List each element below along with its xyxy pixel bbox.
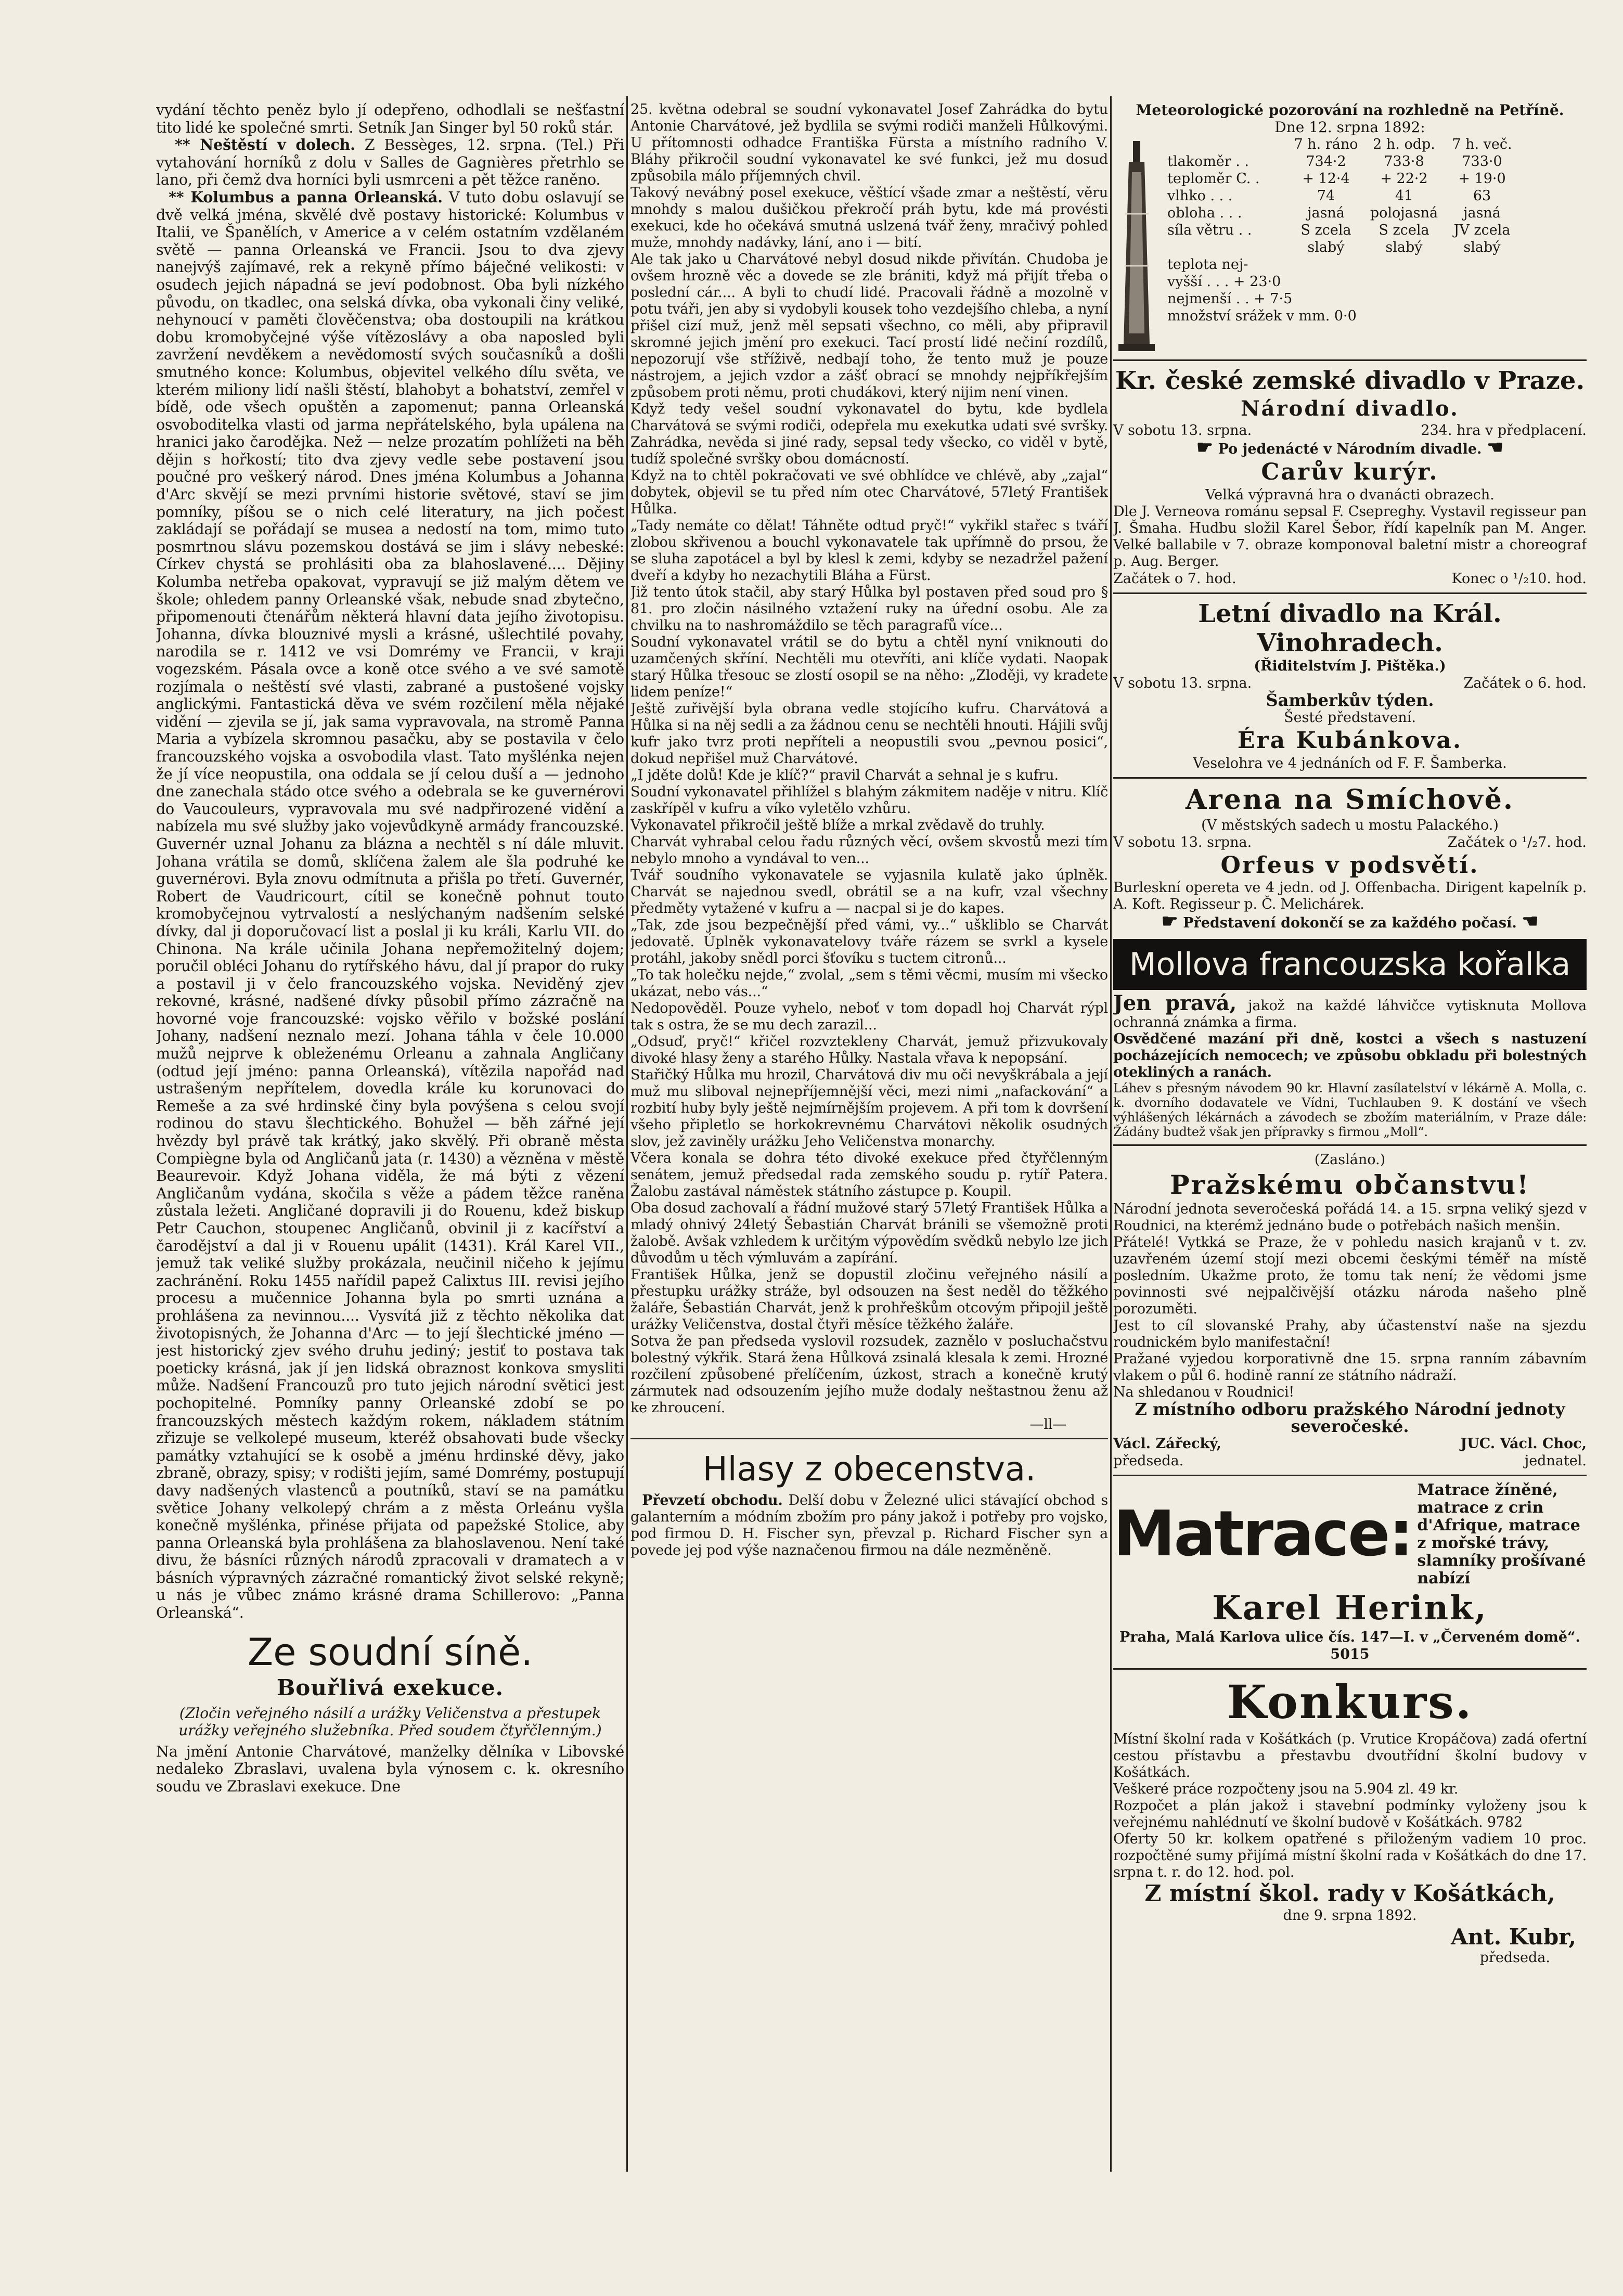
article-paragraph: Stařičký Hůlka mu hrozil, Charvátová div mu oči nevyškrábala a její muž mu sliboval nejnepříjemnější věci, mezi nimi „nafackování“ a rozbití huby byly ještě nejmírnějším projevem. A při tom k dovršení všeho připletlo se horkokrevnému Charvátovi několik osudných slov, jež zaviněly urážku Jeho Veličenstva monarchy. [630,1067,1108,1150]
meteo-row: obloha . . . jasná polojasná jasná [1167,205,1501,221]
theatre-note: ☛ Představení dokončí se za každého počasí. ☚ [1161,910,1539,932]
theatre-play-desc: Šesté představení. [1284,710,1416,726]
theatre-date-line: V sobotu 13. srpna. Začátek o ¹/₂7. hod. [1113,834,1587,850]
appeal-title: Pražskému občanstvu! [1169,1169,1530,1200]
theatre-play-title: Éra Kubánkova. [1237,727,1463,754]
meteo-extra: nejmenší . . + 7·5 [1167,291,1293,307]
theatre-summer-title: Letní divadlo na Král. Vinohradech. [1198,599,1502,657]
article-title: Bouřlivá exekuce. [276,1674,504,1700]
meteo-row: síla větru . . S zcela slabý S zcela slabý JV zcela slabý [1167,222,1511,255]
article-paragraph: Vykonavatel přikročil ještě blíže a mrkal zvědavě do truhly. [630,817,1045,833]
ad-matrace [1113,1481,1587,1588]
section-heading-court: Ze soudní síně. [247,1630,533,1674]
theatre-note: ☛ Po jedenácté v Národním divadle. ☚ [1196,436,1504,458]
meteo-block [1113,136,1587,354]
article-paragraph: Včera konala se dohra této divoké exekuce před čtyřčlenným senátem, jemuž předsedal rada zemského soudu p. rytíř Patera. Žalobu zastával náměstek státního zástupce p. Koupil. [630,1150,1108,1199]
ad-mollova-fineprint: Láhev s přesným návodem 90 kr. Hlavní zasílatelství v lékárně A. Molla, c. k. dvorního dodavatele ve Vídni, Tuchlauben 9. K dostání ve všech výhlášených lékárnách a závodech se zbožím materiálním, v Praze dále: Žádány budtež však jen přípravky s firmou „Moll“. [1113,1081,1587,1139]
theatre-play-title: Carův kurýr. [1261,459,1439,485]
ad-mollova-banner: Mollova francouzska kořalka [1113,939,1587,990]
article-paragraph: Ale tak jako u Charvátové nebyl dosud nikde přivítán. Chudoba je ovšem hrozně věc a dovede se zle brániti, když má přijít třeba o poslední cár.... A byli to chudí lidé. Pracovali řádně a mozolně v potu tváři, jen aby si vydobyli kousek toho vezdejšího chleba, a nyní přišel cizí muž, jenž měl sepsati všechno, co měli, aby připravil skromné jejich jmění pro exekuci. Tací prostí lidé nečiní rozdílů, nepozorují vše stříživě, nedbají toho, že tento muž je pouze nástrojem, a jejich vzdor a zášť obrací se mnohdy nejpříkřejším způsobem proti němu, proti chudákovi, který nijim není vinen. [630,251,1108,401]
article-paragraph: vydání těchto peněz bylo jí odepřeno, odhodlali se nešťastní tito lidé ke společné smrti. Setník Jan Singer byl 50 roků stár. [156,101,624,136]
news-item-text: Z Bessèges, 12. srpna. (Tel.) Při vytahování horníků z dolu v Salles de Gagnières přetrhlo se lano, při čemž dva horníci byli usmrceni a pět těžce raněno. [156,136,624,189]
article-paragraph: „I jděte dolů! Kde je klíč?“ pravil Charvát a sehnal je s kufru. [630,767,1059,783]
theatre-national-title: Kr. české zemské divadlo v Praze. [1115,366,1585,395]
theatre-summer-sub: (Řiditelstvím J. Pištěka.) [1254,658,1446,674]
theatre-play-desc: Burleskní opereta ve 4 jedn. od J. Offenbacha. Dirigent kapelník p. A. Koft. Regisseur p. Č. Melichárek. [1113,880,1587,912]
article-signature: —ll— [1029,1416,1066,1433]
article-paragraph: Oba dosud zachovalí a řádní mužové starý 57letý František Hůlka a mladý ohnivý 24letý Šebastián Charvát bránili se všemožně proti žalobě. Avšak vzhledem k určitým výpovědím svědků nebylo lze jich důvodům u těch výmluvám a zapírání. [630,1200,1108,1266]
theatre-cast: Dle J. Verneova románu sepsal F. Csepreghy. Vystavil regisseur pan J. Šmaha. Hudbu složil Karel Šebor, řídí kapelník pan M. Anger. Velké ballabile v 7. obraze komponoval baletní mistr a choreograf p. Aug. Berger. [1113,504,1587,570]
column-middle [630,101,1108,2208]
appeal-signature-head: Z místního odboru pražského Národní jednoty severočeské. [1135,1399,1565,1436]
divider [1113,1475,1587,1476]
meteo-row: tlakoměr . . 734·2 733·8 733·0 [1167,153,1502,170]
divider [630,1438,1108,1439]
article-paragraph: Charvát vyhrabal celou řadu různých věcí, ovšem skvostů mezi tím nebylo mnoho a vyndával to ven... [630,834,1108,867]
theatre-arena-sub: (V městských sadech u mostu Palackého.) [1201,817,1499,833]
article-paragraph: Nedopověděl. Pouze vyhelo, neboť v tom dopadl hoj Charvát rýpl tak s ostra, že se mu dech zarazil... [630,1000,1108,1033]
notice-text: Delší dobu v Železné ulici stávající obchod s galanterním a módním zbožím pro pány jakož i potřeby pro vojsko, pod firmou D. H. Fischer syn, převzal p. Richard Fischer syn a povede jej pod výše naznačenou firmou na dále nezměněně. [630,1492,1108,1558]
article-paragraph: Ještě zuřivější byla obrana vedle stojícího kufru. Charvátová a Hůlka si na něj sedli a za žádnou cenu se nechtěli hnouti. Hájili svůj kufr jako tvrz proti nepříteli a neopustili svou „pevnou posici“, dokud nepřišel muž Charvátové. [630,701,1108,767]
konkurs-signature-role: předseda. [1479,1950,1550,1966]
pointing-hand-icon: ☛ [1161,910,1178,932]
article-paragraph: Již tento útok stačil, aby starý Hůlka byl postaven před soud pro § 81. pro zločin násilného vztažení ruky na úřední osobu. Ale za chvilku na to nashromáždilo se těch paragrafů více... [630,584,1108,634]
meteo-table [1167,136,1587,354]
theatre-national-sub: Národní divadlo. [1241,396,1459,421]
meteo-title: Meteorologické pozorování na rozhledně na Petříně. [1136,101,1564,119]
konkurs-signature: Ant. Kubr, [1451,1924,1576,1950]
divider [1113,777,1587,779]
meteo-date: Dne 12. srpna 1892: [1274,119,1425,136]
konkurs-paragraph: Místní školní rada v Košátkách (p. Vrutice Kropáčova) zadá ofertní cestou přístavbu a přestavbu dvoutřídní školní budovy v Košátkách. [1113,1731,1587,1781]
article-paragraph: Sotva že pan předseda vyslovil rozsudek, zaznělo v posluchačstvu bolestný výkřik. Stará žena Hůlková zsinalá klesala k zemi. Hrozné rozčilení způsobené přelíčením, úzkost, strach a konečně krutý zármutek nad odsouzením jejího muže dodaly neštastnou ženu až ke zhroucení. [630,1333,1108,1416]
notice-business-transfer [630,1492,1108,1559]
theatre-play-title: Orfeus v podsvětí. [1220,852,1479,879]
divider [1113,1144,1587,1146]
news-item-mining-accident [156,136,624,189]
column-left [156,101,624,2208]
ad-matrace-text: Matrace žíněné, matrace z crin d'Afrique, matrace z mořské trávy, slamníky prošívané nabízí [1417,1481,1586,1588]
zaslano-label: (Zasláno.) [1314,1152,1386,1168]
article-paragraph: Soudní vykonavatel přihlížel s blahým zákmitem naděje v nitru. Klíč zaskřípěl v kufru a víko vyletělo vzhůru. [630,784,1108,817]
observation-tower-icon [1113,136,1160,354]
article-paragraph: „Odsuď, pryč!“ křičel rozvztekleny Charvát, jemuž přizvukovaly divoké hlasy ženy a starého Hůlky. Nastala vřava k nepopsání. [630,1034,1108,1066]
konkurs-paragraph: Oferty 50 kr. kolkem opatřené s přiloženým vadiem 10 proc. rozpočtěné sumy přijímá místní školní rada v Košátkách do dne 17. srpna t. r. do 12. hod. pol. [1113,1831,1587,1880]
theatre-play-desc: Veselohra ve 4 jednáních od F. F. Šamberka. [1193,755,1507,771]
article-paragraph: Když tedy vešel soudní vykonavatel do bytu, kde bydlela Charvátová se svými rodiči, odepřela mu exekutka udati své svršky. Zahrádka, nevěda si jiné rady, sepsal tedy všecko, co viděl v bytě, tudíž společné svršky obou domácností. [630,401,1108,467]
divider [1113,1668,1587,1670]
column-divider [1110,96,1112,2172]
notice-headline: Převzetí obchodu. [642,1492,783,1508]
appeal-paragraph: Jest to cíl slovanské Prahy, aby účastenství naše na sjezdu roudnickém bylo manifestační! [1113,1318,1587,1350]
theatre-play-desc: Velká výpravná hra o dvanácti obrazech. [1205,487,1495,503]
divider [1113,592,1587,594]
theatre-play-title: Šamberkův týden. [1266,690,1434,710]
pointing-hand-icon: ☚ [1486,436,1504,458]
news-item-columbus [156,189,624,1622]
konkurs-paragraph: Rozpočet a plán jakož i stavební podmínky vyloženy jsou k veřejnému nahlédnutí ve školní budově v Košátkách. 9782 [1113,1798,1587,1830]
article-paragraph: Na jmění Antonie Charvátové, manželky dělníka v Libovské nedaleko Zbraslavi, uvalena byla výnosem c. k. okresního soudu ve Zbraslavi exekuce. Dne [156,1743,624,1795]
meteo-row: teploměr C. . + 12·4 + 22·2 + 19·0 [1167,171,1506,187]
news-item-headline: ** Kolumbus a panna Orleanská. [169,188,443,206]
article-paragraph: 25. května odebral se soudní vykonavatel Josef Zahrádka do bytu Antonie Charvátové, jež bydlila se svými rodiči manželi Hůlkovými. U přítomnosti odhadce Františka Fürsta a místního radního V. Bláhy přikročil soudní vykonavatel ke své funkci, jež mu dosud způsobila málo příjemných chvil. [630,101,1108,184]
pointing-hand-icon: ☛ [1196,436,1214,458]
ad-mollova-lead: Jen pravá, jakož na každé láhvičce vytisknuta Mollova ochranná známka a firma. [1113,991,1587,1030]
ad-matrace-name: Karel Herink, [1212,1589,1488,1628]
ad-mollova-text: Osvědčené mazání při dně, kostci a všech s nastuzení pocházejících nemocech; ve způsobu obkladu při bolestných otekliných a ranách. [1113,1031,1587,1080]
column-divider [626,96,628,2172]
appeal-paragraph: Na shledanou v Roudnici! [1113,1384,1295,1400]
article-paragraph: „To tak holečku nejde,“ zvolal, „sem s těmi věcmi, musím mi všecko ukázat, nebo vás...“ [630,967,1108,1000]
theatre-date-line: V sobotu 13. srpna. 234. hra v předplacení. [1113,422,1587,438]
konkurs-date: dne 9. srpna 1892. [1283,1907,1417,1924]
meteo-row: vlhko . . . 74 41 63 [1167,188,1491,204]
divider [1113,359,1587,361]
theatre-date-line: V sobotu 13. srpna. Začátek o 6. hod. [1113,675,1587,691]
appeal-signatures: Václ. Zářecký, JUC. Václ. Choc, [1113,1436,1587,1452]
article-intro: (Zločin veřejného násilí a urážky Veličenstva a přestupek urážky veřejného služebníka. Před soudem čtyřčlenným.) [178,1704,602,1739]
news-item-headline: ** Neštěstí v dolech. [175,136,355,154]
news-item-text: V tuto dobu oslavují se dvě velká jména, skvělé dvě postavy historické: Kolumbus v Italii, ve Španělích, v Americe a v celém ostatním vzdělaném světě — panna Orleanská ve Francii. Jsou to dva zjevy nanejvýš zajímavé, rek a rekyně přímo báječné velikosti: v osudech jejich nápadná se jeví podobnost. Oba byli nízkého původu, on tkadlec, ona selská dívka, oba vykonali činy veliké, nehynoucí v paměti člověčenstva; oba dostoupili na krátkou dobu kromobyčejné výše vítězoslávy a oba naposled byli zavržení nevděkem a nevědomostí svých současníků a došli smutného konce: Kolumbus, objevitel velkého dílu světa, ve kterém miliony lidí našli štěstí, blahobyt a bohatství, zemřel v bídě, ode všech opuštěn a zapomenut; panna Orleanská osvoboditelka vlasti od jarma nepřátelského, byla upálena na hranici jako čarodějka. Než — nelze prozatím pohlížeti na běh dějin s hořkostí; tito dva zjevy vedle sebe postavení jsou poučné pro veškerý národ. Dnes jména Kolumbus a Johanna d'Arc skvějí se mezi prvními historie světové, staví se jim pomníky, píšou se o nich celé literatury, na jich počest zakládají se pořádají se musea a nedostí na tom, mimo tuto posmrtnou slávu pozemskou dostává se jim i slávy nebeské: Církev chystá se prohlásiti oba za blahoslavené.... Dějiny Kolumba netřeba opakovat, vypravují se již malým dětem ve škole; ohledem panny Orleanské však, nebude snad zbytečno, připomenouti čtenářům některá hlavní data jejího životopisu. Johanna, dívka blouznivé mysli a krásné, ušlechtilé povahy, narodila se r. 1412 ve vsi Domrémy ve Francii, v kraji vogezském. Pásala ovce a koně otce svého a ve své samotě rozjímala o neštěstí své vlasti, zabrané a pustošené vojsky anglickými. Fantastická děva ve svém rozčilení měla nějaké vidění — zjevila se jí, jak sama vypravovala, na stromě Panna Maria a vybízela skromnou pasačku, aby se postavila v čelo francouzského vojska a osvobodila vlast. Tato myšlénka nejen že jí více neopustila, ona oddala se jí celou duší a — jednoho dne zanechala stádo otce svého a odebrala se ke guvernérovi do Vaucouleurs, vypravovala mu své nadpřirozené vidění a nabízela mu své služby jako vojevůdkyně armády francouzské. Guvernér uznal Johanu za blázna a nechtěl s ní dále mluvit. Johana vrátila se domů, sklíčena žalem ale šla podruhé ke guvernérovi. Byla znovu odmítnuta a přišla po třetí. Guvernér, Robert de Vaudricourt, cítil se konečně pohnut touto kromobyčejnou vytrvalostí a neslýchaným nadšením selské dívky, dal ji doporučovací list a poslal ji ku králi, Karlu VII. do Chinona. Na krále učinila Johana nepřemožitelný dojem; poručil obléci Johanu do rytířského hávu, dal jí prapor do ruky a postavil ji v čelo francouzského vojska. Neviděný zjev rekovné, krásné, nadšené dívky působil přímo zázračně na hovorné voje francouzské: vojsko věřilo v božské poslání Johany, nadšení neznalo mezí. Johana táhla v čele 10.000 mužů nejprve k obleženému Orleanu a zahnala Angličany (odtud její jméno: panna Orleanská), vítězila napořád nad ustrašeným nepřítelem, dovedla krále ku korunovaci do Remeše a za své hrdinské činy byla povýšena s celou svojí rodinou do stavu šlechtického. Bohužel — běh zářné její hvězdy byl právě tak krátký, jako skvělý. Při obraně města Compiègne byla od Angličanů jata (r. 1430) a vězněna v městě Beaurevoir. Když Johana viděla, že má býti z vězení Angličanům vydána, skočila s věže a pádem těžce raněna zůstala ležeti. Angličané dopravili ji do Rouenu, kdež biskup Petr Cauchon, stoupenec Angličanů, obvinil ji z kacířství a čarodějství a dal ji v Rouenu upálit (1431). Král Karel VII., jemuž tak veliké služby prokázala, neučinil ničeho k jejímu zachránění. Roku 1455 nařídil papež Calixtus III. revisi jejího procesu a mučennice Johanna byla po smrti uznána a prohlášena za nevinnou.... Vysvítá již z těchto několika dat životopisných, že Johanna d'Arc — to její šlechtické jméno — jest historický zjev svého druhu jediný; jestiť to postava tak poeticky krásná, jak jí jen lidská obraznost konkova smysliti může. Nadšení Francouzů pro tuto jejich národní světici jest pochopitelné. Pomníky panny Orleanské zdobí se po francouzských městech každým rokem, nákladem státním zřizuje se velkolepé museum, kteréž obsahovati bude všecky památky vztahující se k osobě a jménu hrdinské děvy, jako zbraně, obrazy, spisy; v rodišti jejím, samé Domrémy, postupují davy nadšených vlastenců a poutníků, staví se na památku světice Johany velkolepý chrám a z města Orleánu vyšla konečně myšlénka, přinése přijata od papežské Stolice, aby panna Orleanská byla prohlášena za blahoslavenou. Není také divu, že básníci různých národů zpracovali v dramatech a v básních výpravných zázračné romantický život selské rekyně; u nás je vůbec známo krásné drama Schillerovo: „Panna Orleanská“. [156,188,624,1622]
article-paragraph: Tvář soudního vykonavatele se vyjasnila kulatě jako úplněk. Charvát se najednou svedl, obrátil se a na kufr, vzal všechny předměty vytažené v kufru a — nacpal si je do kapes. [630,867,1108,917]
theatre-time-line: Začátek o 7. hod. Konec o ¹/₂10. hod. [1113,571,1587,587]
appeal-paragraph: Pražané vyjedou korporativně dne 15. srpna ranním zábavním vlakem o půl 6. hodině ranní ze státního nádraží. [1113,1351,1587,1384]
pointing-hand-icon: ☚ [1522,910,1539,932]
appeal-paragraph: Přátelé! Vytkká se Praze, že v pohledu nasich krajanů v t. zv. uzavřeném území stojí mezi obcemi českými téměř na místě posledním. Ukažme proto, že tomu tak není; že vědomi jsme povinnosti své nejpalčivější otázku národa našeho plně porozuměti. [1113,1234,1587,1317]
column-right [1113,101,1587,2208]
appeal-paragraph: Národní jednota severočeská pořádá 14. a 15. srpna veliký sjezd v Roudnici, na kterémž jednáno bude o potřebách našich menšin. [1113,1201,1587,1234]
appeal-signature-roles: předseda. jednatel. [1113,1453,1587,1469]
article-paragraph: „Tak, zde jsou bezpečnější před vámi, vy...“ uškliblo se Charvát jedovatě. Úplněk vykonavatelovy tváře rázem se svrkl a kysele protáhl, jakoby snědl porci šťovíku s tuctem citronů... [630,917,1108,966]
meteo-extra: teplota nej- [1167,256,1248,273]
ad-konkurs-title: Konkurs. [1227,1675,1473,1729]
ad-matrace-big: Matrace: [1113,1498,1412,1570]
meteo-extra: vyšší . . . + 23·0 [1167,274,1281,290]
article-paragraph: František Hůlka, jenž se dopustil zločinu veřejného násilí a přestupku urážky stráže, byl odsouzen na šest neděl do těžkého žaláře, Šebastián Charvát, jenž k prohřeškům otcovým připojil ještě urážky Veličenstva, dostal čtyři měsíce těžkého žaláře. [630,1267,1108,1333]
ad-matrace-address: Praha, Malá Karlova ulice čís. 147—I. v „Červeném domě“. 5015 [1119,1629,1580,1662]
article-paragraph: Takový nevábný posel exekuce, věštící všade zmar a neštěstí, věru mnohdy s malou dušičkou překročí práh bytu, kde má provésti exekuci, kde ho očekává smutná uslzená tvář ženy, mračivý pohled muže, mnohdy nadávky, lání, ano i — bití. [630,185,1108,251]
article-paragraph: Soudní vykonavatel vrátil se do bytu a chtěl nyní vniknouti do uzamčených skříní. Nechtěli mu otevříti, ani klíče vydati. Naopak starý Hůlka třesouc se zlostí osopil se na něho: „Zloději, vy kradete lidem peníze!“ [630,634,1108,700]
section-heading-public: Hlasy z obecenstva. [702,1450,1036,1489]
article-paragraph: „Tady nemáte co dělat! Táhněte odtud pryč!“ vykřikl stařec s tváří zlobou skřivenou a bouchl vykonavatele tak upřímně do prsou, že se sluha zapotácel a byl by klesl k zemi, kdyby se nezadržel pažení dveří a kdyby ho nezachytili Bláha a Fürst. [630,518,1108,584]
konkurs-signature-head: Z místní škol. rady v Košátkách, [1144,1880,1555,1907]
meteo-extra: množství srážek v mm. 0·0 [1167,308,1357,324]
article-paragraph: Když na to chtěl pokračovati ve své obhlídce ve chlévě, aby „zajal“ dobytek, objevil se tu před ním otec Charvátové, 57letý František Hůlka. [630,468,1108,517]
meteo-header-row: 7 h. ráno 2 h. odp. 7 h. več. [1294,136,1512,152]
theatre-arena-title: Arena na Smíchově. [1186,784,1514,816]
konkurs-paragraph: Veškeré práce rozpočteny jsou na 5.904 zl. 49 kr. [1113,1781,1459,1797]
